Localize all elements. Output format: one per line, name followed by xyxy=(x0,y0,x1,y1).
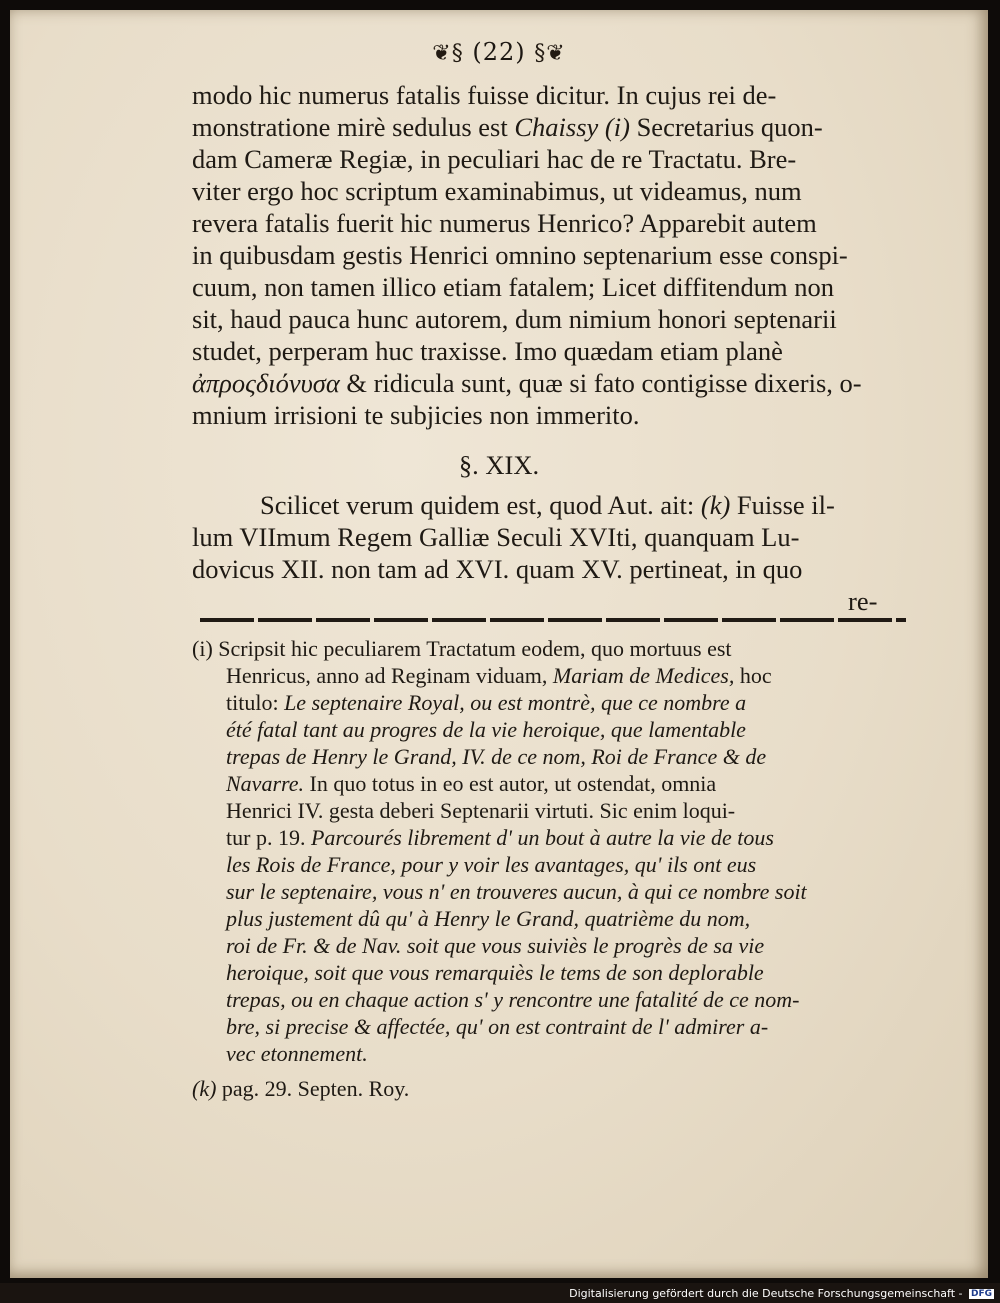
body-line: modo hic numerus fatalis fuisse dicitur. In cujus rei de- xyxy=(192,80,777,110)
footnote-marker-i: (i) xyxy=(192,636,213,661)
ornament-right: §❦ xyxy=(534,41,566,66)
body-line: sit, haud pauca hunc autorem, dum nimium honori septenarii xyxy=(192,304,837,334)
book-page xyxy=(10,10,988,1278)
footnote-line: été fatal tant au progres de la vie heroique, que lamentable xyxy=(226,717,746,742)
footnote-k: (k) pag. 29. Septen. Roy. xyxy=(192,1076,410,1101)
body-line: studet, perperam huc traxisse. Imo quædam etiam planè xyxy=(192,336,783,366)
footnote-line: vec etonnement. xyxy=(226,1041,368,1066)
footnote-line: plus justement dû qu' à Henry le Grand, quatrième du nom, xyxy=(226,906,751,931)
footnote-line: bre, si precise & affectée, qu' on est contraint de l' admirer a- xyxy=(226,1014,769,1039)
body-line: revera fatalis fuerit hic numerus Henrico? Apparebit autem xyxy=(192,208,817,238)
footnote-line: Navarre. In quo totus in eo est autor, ut ostendat, omnia xyxy=(226,771,717,796)
footnote-line: trepas de Henry le Grand, IV. de ce nom, Roi de France & de xyxy=(226,744,767,769)
section-line: dovicus XII. non tam ad XVI. quam XV. pertineat, in quo xyxy=(192,554,803,584)
chaissy-name: Chaissy (i) xyxy=(514,112,630,142)
catchword: re- xyxy=(848,586,878,616)
footnote-rule xyxy=(200,618,906,622)
body-line: dam Cameræ Regiæ, in peculiari hac de re Tractatu. Bre- xyxy=(192,144,797,174)
footnote-line: heroique, soit que vous remarquiès le tems de son deplorable xyxy=(226,960,764,985)
body-line: cuum, non tamen illico etiam fatalem; Licet diffitendum non xyxy=(192,272,834,302)
footnote-line: les Rois de France, pour y voir les avantages, qu' ils ont eus xyxy=(226,852,757,877)
footnote-line: tur p. 19. Parcourés librement d' un bout à autre la vie de tous xyxy=(226,825,774,850)
digitization-credit: Digitalisierung gefördert durch die Deutsche Forschungsgemeinschaft - DFG xyxy=(569,1287,992,1300)
body-line: ἀπροςδιόνυσα & ridicula sunt, quæ si fato contigisse dixeris, o- xyxy=(192,368,862,398)
footnote-line: titulo: Le septenaire Royal, ou est montrè, que ce nombre a xyxy=(226,690,747,715)
footnote-marker-k: (k) xyxy=(192,1076,217,1101)
footnote-line: roi de Fr. & de Nav. soit que vous suiviès le progrès de sa vie xyxy=(226,933,765,958)
footnote-line: trepas, ou en chaque action s' y rencontre une fatalité de ce nom- xyxy=(226,987,800,1012)
section-heading: §. XIX. xyxy=(458,450,540,480)
body-line: mnium irrisioni te subjicies non immerito. xyxy=(192,400,640,430)
body-line: viter ergo hoc scriptum examinabimus, ut videamus, num xyxy=(192,176,802,206)
page-number: (22) xyxy=(472,38,526,66)
body-line: in quibusdam gestis Henrici omnino septenarium esse conspi- xyxy=(192,240,848,270)
footnote-line: (i) Scripsit hic peculiarem Tractatum eodem, quo mortuus est xyxy=(192,636,732,661)
footnote-line: sur le septenaire, vous n' en trouveres aucun, à qui ce nombre soit xyxy=(226,879,807,904)
body-line: monstratione mirè sedulus est Chaissy (i) Secretarius quon- xyxy=(192,112,823,142)
footnote-line: Henrici IV. gesta deberi Septenarii virtuti. Sic enim loqui- xyxy=(226,798,736,823)
section-line: Scilicet verum quidem est, quod Aut. ait: (k) Fuisse il- xyxy=(260,490,835,520)
page-header xyxy=(10,38,988,66)
section-line: lum VIImum Regem Galliæ Seculi XVIti, quanquam Lu- xyxy=(192,522,800,552)
dfg-logo: DFG xyxy=(970,1289,992,1299)
footnote-line: Henricus, anno ad Reginam viduam, Mariam de Medices, hoc xyxy=(226,663,772,688)
ornament-left: ❦§ xyxy=(432,41,464,66)
footnote-ref-k: (k) xyxy=(700,490,731,520)
greek-word: ἀπροςδιόνυσα xyxy=(192,368,340,398)
